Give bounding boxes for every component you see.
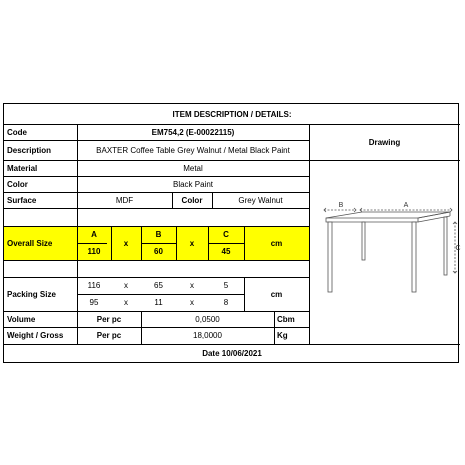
surface-color-value: Grey Walnut bbox=[238, 195, 283, 205]
leg-back-left bbox=[362, 222, 365, 260]
table-drawing bbox=[312, 180, 460, 320]
overall-unit: cm bbox=[270, 238, 283, 248]
weight-unit: Kg bbox=[277, 331, 288, 340]
material-label: Material bbox=[7, 163, 38, 173]
packing-row1-c: 5 bbox=[223, 281, 229, 290]
leg-back-right bbox=[444, 217, 447, 275]
overall-b-value: 60 bbox=[154, 247, 163, 256]
item-details-sheet bbox=[3, 103, 459, 363]
packing-unit: cm bbox=[270, 289, 283, 299]
code-value: EM754,2 (E-00022115) bbox=[151, 127, 235, 137]
overall-a-label: A bbox=[91, 230, 97, 239]
color-label: Color bbox=[7, 179, 28, 189]
description-label: Description bbox=[7, 145, 52, 155]
dimension-a-label: A bbox=[403, 202, 409, 209]
packing-size-label: Packing Size bbox=[7, 289, 56, 299]
packing-row1-x2: x bbox=[190, 281, 194, 290]
packing-row2-x2: x bbox=[190, 298, 194, 307]
description-value: BAXTER Coffee Table Grey Walnut / Metal Black Paint bbox=[96, 145, 290, 155]
packing-row2-c: 8 bbox=[223, 298, 229, 307]
overall-b-label: B bbox=[155, 230, 162, 239]
packing-row1-x1: x bbox=[124, 281, 128, 290]
date-footer: Date 10/06/2021 bbox=[202, 349, 262, 358]
packing-row2-b: 11 bbox=[154, 298, 163, 307]
packing-row1-a: 116 bbox=[87, 281, 101, 290]
packing-row2-x1: x bbox=[124, 298, 128, 307]
packing-row1-b: 65 bbox=[154, 281, 163, 290]
surface-value: MDF bbox=[115, 195, 134, 205]
weight-per: Per pc bbox=[96, 331, 122, 340]
drawing-label: Drawing bbox=[368, 137, 401, 147]
overall-x-1: x bbox=[123, 238, 129, 248]
color-value: Black Paint bbox=[172, 179, 214, 189]
surface-label: Surface bbox=[7, 195, 37, 205]
packing-row2-a: 95 bbox=[89, 298, 99, 307]
overall-a-value: 110 bbox=[87, 247, 101, 256]
volume-value: 0,0500 bbox=[195, 314, 220, 324]
material-value: Metal bbox=[183, 163, 203, 173]
weight-value: 18,0000 bbox=[193, 331, 222, 340]
leg-front-left bbox=[328, 222, 332, 292]
volume-per: Per pc bbox=[96, 314, 122, 324]
dimension-b-label: B bbox=[338, 202, 344, 209]
volume-unit: Cbm bbox=[277, 314, 295, 324]
overall-c-value: 45 bbox=[221, 247, 231, 256]
overall-size-label: Overall Size bbox=[7, 238, 53, 248]
overall-c-label: C bbox=[223, 230, 229, 239]
sheet-title: ITEM DESCRIPTION / DETAILS: bbox=[172, 109, 292, 119]
code-label: Code bbox=[7, 127, 27, 137]
tabletop-shape bbox=[326, 212, 450, 222]
dimension-c-label: C bbox=[455, 245, 461, 252]
surface-color-label: Color bbox=[181, 195, 203, 205]
weight-label: Weight / Gross bbox=[7, 331, 64, 340]
overall-x-2: x bbox=[189, 238, 195, 248]
leg-front-right bbox=[412, 222, 416, 292]
volume-label: Volume bbox=[7, 314, 36, 324]
